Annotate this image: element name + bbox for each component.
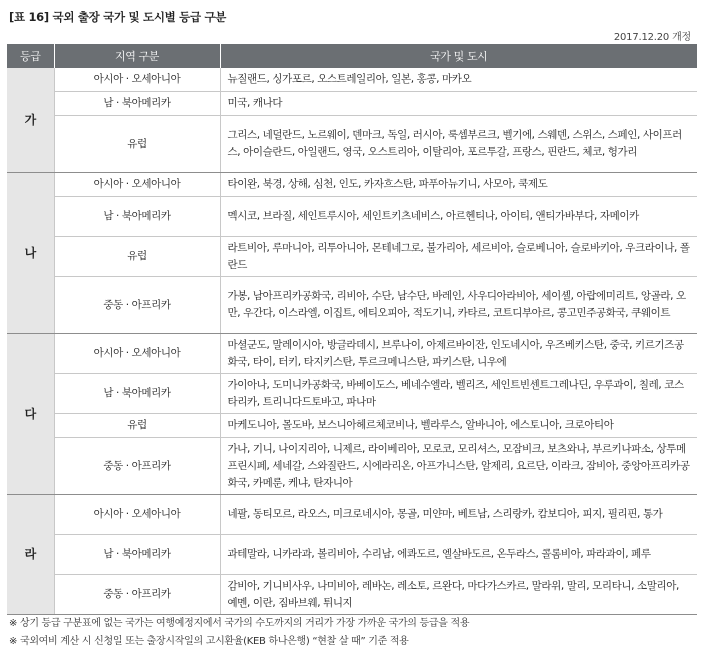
countries-cell: 가봉, 남아프리카공화국, 리비아, 수단, 남수단, 바레인, 사우디아라비아, 세이셸, 아랍에미리트, 앙골라, 오만, 우간다, 이스라엘, 이집트, 에티오피아, 적도기니, 카타르, 코트디부아르, 콩고민주공화국, 쿠웨이트	[220, 277, 697, 334]
region-cell: 유럽	[54, 237, 220, 277]
table-row	[7, 374, 697, 414]
table-row	[7, 237, 697, 277]
column-header-countries: 국가 및 도시	[220, 44, 697, 68]
table-header-row	[7, 44, 697, 68]
countries-cell: 마케도니아, 몰도바, 보스니아헤르체코비나, 벨라루스, 알바니아, 에스토니아, 크로아티아	[220, 414, 697, 438]
table-row	[7, 535, 697, 575]
grade-cell: 나	[7, 173, 54, 334]
countries-cell: 네팔, 동티모르, 라오스, 미크로네시아, 몽골, 미얀마, 베트남, 스리랑카, 캄보디아, 피지, 필리핀, 통가	[220, 495, 697, 535]
grade-cell: 라	[7, 495, 54, 615]
table-caption: [표 16] 국외 출장 국가 및 도시별 등급 구분	[9, 10, 227, 24]
table-row	[7, 438, 697, 495]
table-row	[7, 575, 697, 615]
region-cell: 남 · 북아메리카	[54, 197, 220, 237]
countries-cell: 뉴질랜드, 싱가포르, 오스트레일리아, 일본, 홍콩, 마카오	[220, 68, 697, 92]
footnote: ※ 상기 등급 구분표에 없는 국가는 여행예정지에서 국가의 수도까지의 거리가 가장 가까운 국가의 등급을 적용	[9, 618, 470, 629]
column-header-grade: 등급	[7, 44, 54, 68]
countries-cell: 멕시코, 브라질, 세인트루시아, 세인트키츠네비스, 아르헨티나, 아이티, 앤티가바부다, 자메이카	[220, 197, 697, 237]
grade-cell: 가	[7, 68, 54, 173]
region-cell: 남 · 북아메리카	[54, 535, 220, 575]
table-row	[7, 495, 697, 535]
countries-cell: 타이완, 북경, 상해, 심천, 인도, 카자흐스탄, 파푸아뉴기니, 사모아, 쿡제도	[220, 173, 697, 197]
column-header-region: 지역 구분	[54, 44, 220, 68]
revision-date: 2017.12.20 개정	[613, 32, 691, 43]
footnote: ※ 국외여비 계산 시 신청일 또는 출장시작일의 고시환율(KEB 하나은행) “현찰 살 때” 기준 적용	[9, 636, 409, 647]
table-row	[7, 414, 697, 438]
countries-cell: 감비아, 기니비사우, 나미비아, 레바논, 레소토, 르완다, 마다가스카르, 말라위, 말리, 모리타니, 소말리아, 예멘, 이란, 짐바브웨, 튀니지	[220, 575, 697, 615]
table-row	[7, 116, 697, 173]
table-row	[7, 92, 697, 116]
footnotes	[9, 615, 469, 651]
countries-cell: 가나, 기니, 나이지리아, 니제르, 라이베리아, 모로코, 모리셔스, 모잠비크, 보츠와나, 부르키나파소, 상투메프린시페, 세네갈, 스와질란드, 시에라리온, 아프가니스탄, 알제리, 요르단, 이라크, 잠비아, 중앙아프리카공화국, 카메룬, 케냐, 탄자니아	[220, 438, 697, 495]
region-cell: 중동 · 아프리카	[54, 277, 220, 334]
region-cell: 아시아 · 오세아니아	[54, 495, 220, 535]
region-cell: 남 · 북아메리카	[54, 92, 220, 116]
countries-cell: 미국, 캐나다	[220, 92, 697, 116]
region-cell: 유럽	[54, 116, 220, 173]
countries-cell: 가이아나, 도미니카공화국, 바베이도스, 베네수엘라, 벨리즈, 세인트빈센트그레나딘, 우루과이, 칠레, 코스타리카, 트리니다드토바고, 파나마	[220, 374, 697, 414]
region-cell: 아시아 · 오세아니아	[54, 68, 220, 92]
region-cell: 아시아 · 오세아니아	[54, 334, 220, 374]
region-cell: 남 · 북아메리카	[54, 374, 220, 414]
grade-cell: 다	[7, 334, 54, 495]
table-row	[7, 197, 697, 237]
region-cell: 유럽	[54, 414, 220, 438]
region-cell: 중동 · 아프리카	[54, 438, 220, 495]
region-cell: 아시아 · 오세아니아	[54, 173, 220, 197]
countries-cell: 라트비아, 루마니아, 리투아니아, 몬테네그로, 불가리아, 세르비아, 슬로베니아, 슬로바키아, 우크라이나, 폴란드	[220, 237, 697, 277]
table-row	[7, 334, 697, 374]
countries-cell: 과테말라, 니카라과, 볼리비아, 수리남, 에콰도르, 엘살바도르, 온두라스, 콜롬비아, 파라과이, 페루	[220, 535, 697, 575]
table-row	[7, 68, 697, 92]
countries-cell: 그리스, 네덜란드, 노르웨이, 덴마크, 독일, 러시아, 룩셈부르크, 벨기에, 스웨덴, 스위스, 스페인, 사이프러스, 아이슬란드, 아일랜드, 영국, 오스트리아, 이탈리아, 포르투갈, 프랑스, 핀란드, 체코, 헝가리	[220, 116, 697, 173]
countries-cell: 마셜군도, 말레이시아, 방글라데시, 브루나이, 아제르바이잔, 인도네시아, 우즈베키스탄, 중국, 키르기즈공화국, 타이, 터키, 타지키스탄, 투르크메니스탄, 파키스탄, 니우에	[220, 334, 697, 374]
grade-table	[7, 44, 697, 615]
table-row	[7, 173, 697, 197]
table-row	[7, 277, 697, 334]
region-cell: 중동 · 아프리카	[54, 575, 220, 615]
